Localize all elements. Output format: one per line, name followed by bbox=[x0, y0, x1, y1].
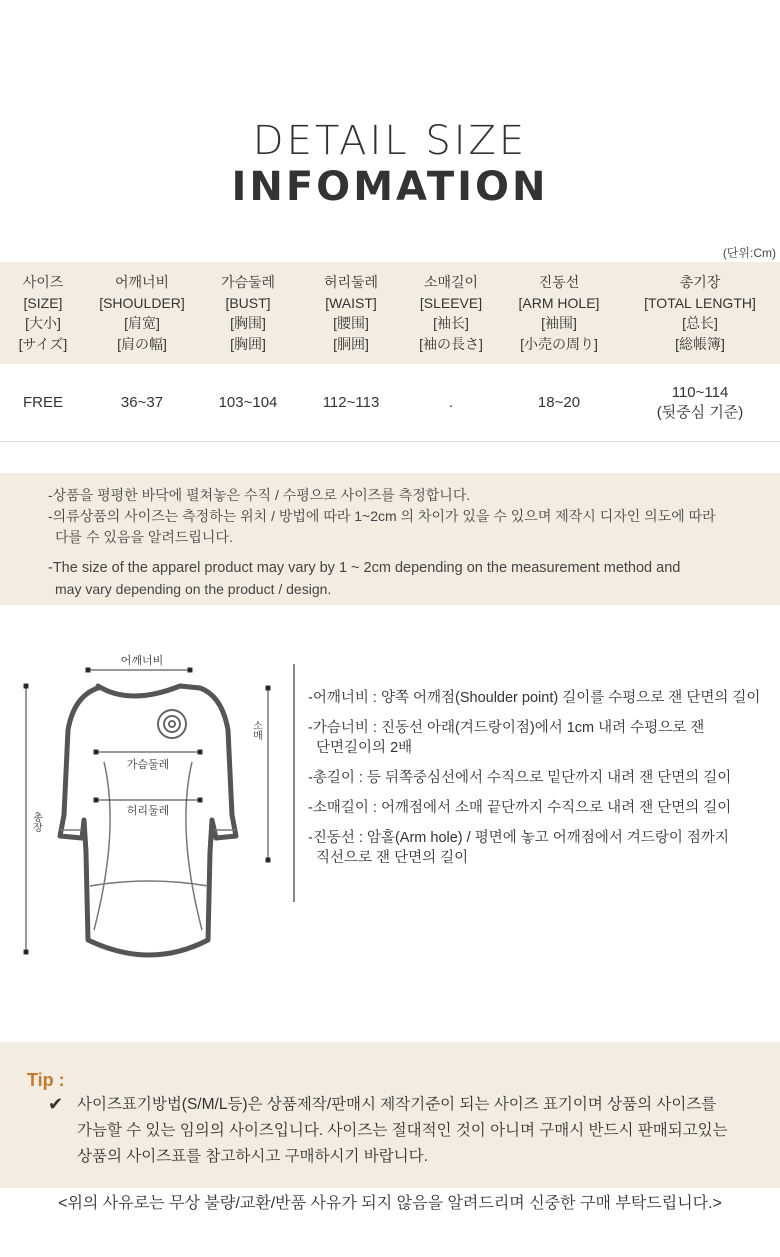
cell-sleeve: . bbox=[448, 393, 454, 411]
size-table-header bbox=[0, 262, 780, 364]
header-length-en: [TOTAL LENGTH] bbox=[644, 294, 756, 311]
desc-length: -총길이 : 등 뒤쪽중심선에서 수직으로 밑단까지 내려 잰 단면의 길이 bbox=[308, 770, 732, 786]
header-size-en: [SIZE] bbox=[23, 294, 63, 311]
tip-line-3: 상품의 사이즈표를 참고하시고 구매하시기 바랍니다. bbox=[77, 1148, 428, 1165]
header-armhole-ko: 진동선 bbox=[538, 274, 580, 290]
header-bust-en: [BUST] bbox=[225, 294, 271, 311]
header-sleeve bbox=[404, 262, 498, 364]
dress-illustration bbox=[10, 640, 300, 970]
shoulder-measure-line bbox=[86, 668, 192, 672]
desc-bust-line-2: 단면길이의 2배 bbox=[316, 740, 413, 756]
measurement-descriptions bbox=[308, 688, 780, 878]
desc-shoulder: -어깨너비 : 양쪽 어깨점(Shoulder point) 길이를 수평으로 잰 단면의 길이 bbox=[308, 690, 761, 706]
cell-length-note: (뒷중심 기준) bbox=[656, 403, 744, 421]
desc-bust bbox=[308, 718, 780, 758]
cell-waist: 112~113 bbox=[322, 393, 380, 411]
header-size-ja: [サイズ] bbox=[18, 335, 68, 352]
header-shoulder-en: [SHOULDER] bbox=[99, 294, 185, 311]
title-line-1: DETAIL SIZE bbox=[252, 118, 528, 164]
header-length-ja: [総帳簿] bbox=[675, 335, 725, 352]
length-measure-line bbox=[24, 684, 28, 954]
sleeve-measure-line bbox=[266, 686, 270, 862]
shoulder-label: 어깨너비 bbox=[120, 654, 164, 667]
header-armhole bbox=[498, 262, 620, 364]
cell-bust: 103~104 bbox=[218, 393, 278, 411]
bust-measure-line bbox=[94, 750, 202, 754]
desc-sleeve: -소매길이 : 어깨점에서 소매 끝단까지 수직으로 내려 잰 단면의 길이 bbox=[308, 800, 732, 816]
header-shoulder-ja: [肩の幅] bbox=[117, 335, 167, 352]
header-size bbox=[0, 262, 86, 364]
notice-line-en: -The size of the apparel product may vary by 1 ~ 2cm depending on the measurement method and bbox=[48, 560, 681, 576]
header-sleeve-en: [SLEEVE] bbox=[419, 294, 483, 311]
cell-total-length bbox=[620, 364, 780, 441]
tip-line-2: 가늠할 수 있는 임의의 사이즈입니다. 사이즈는 절대적인 것이 아니며 구매시 반드시 판매되고있는 bbox=[77, 1122, 728, 1139]
desc-armhole bbox=[308, 828, 780, 868]
desc-armhole-line-1: -진동선 : 암홀(Arm hole) / 평면에 놓고 어깨점에서 겨드랑이 점까지 bbox=[308, 830, 729, 846]
desc-armhole-line-2: 직선으로 잰 단면의 길이 bbox=[316, 850, 469, 866]
cell-shoulder: 36~37 bbox=[120, 393, 164, 411]
header-waist-en: [WAIST] bbox=[325, 294, 377, 311]
length-label: 총장 bbox=[30, 812, 42, 832]
cell-length-value: 110~114 bbox=[671, 383, 729, 401]
tip-box bbox=[0, 1042, 780, 1188]
waist-label: 허리둘레 bbox=[126, 804, 170, 817]
unit-label: (단위:Cm) bbox=[722, 246, 776, 260]
size-table bbox=[0, 262, 780, 442]
dress-measurement-diagram bbox=[10, 640, 300, 970]
header-waist-ko: 허리둘레 bbox=[323, 274, 379, 290]
header-size-zh: [大小] bbox=[25, 315, 61, 331]
header-length-zh: [总长] bbox=[682, 315, 718, 331]
notice-line: 다를 수 있음을 알려드립니다. bbox=[55, 529, 233, 545]
header-shoulder-ko: 어깨너비 bbox=[114, 274, 170, 290]
header-size-ko: 사이즈 bbox=[22, 274, 64, 290]
header-length-ko: 총기장 bbox=[679, 274, 721, 290]
sleeve-label: 소매 bbox=[250, 720, 262, 740]
tip-text bbox=[77, 1092, 757, 1170]
header-bust-ja: [胸囲] bbox=[230, 335, 266, 352]
check-icon: ✔ bbox=[48, 1094, 64, 1114]
header-sleeve-ja: [袖の長さ] bbox=[419, 335, 483, 352]
header-waist-zh: [腰围] bbox=[333, 315, 369, 331]
measurement-notice bbox=[0, 473, 780, 605]
header-sleeve-zh: [袖长] bbox=[433, 315, 469, 331]
notice-line-en: may vary depending on the product / design. bbox=[55, 581, 332, 597]
header-bust-zh: [胸围] bbox=[230, 315, 266, 331]
bust-label: 가슴둘레 bbox=[126, 758, 170, 771]
dress-outline bbox=[60, 686, 236, 955]
header-armhole-zh: [袖围] bbox=[541, 315, 577, 331]
header-bust-ko: 가슴둘레 bbox=[220, 274, 276, 290]
header-shoulder bbox=[86, 262, 198, 364]
table-row bbox=[0, 364, 780, 442]
rose-brooch-icon bbox=[158, 710, 186, 738]
header-armhole-en: [ARM HOLE] bbox=[518, 294, 600, 311]
notice-line: -의류상품의 사이즈는 측정하는 위치 / 방법에 따라 1~2cm 의 차이가 있을 수 있으며 제작시 디자인 의도에 따라 bbox=[48, 508, 716, 524]
header-shoulder-zh: [肩宽] bbox=[124, 315, 160, 331]
header-total-length bbox=[620, 262, 780, 364]
footer-notice: <위의 사유로는 무상 불량/교환/반품 사유가 되지 않음을 알려드리며 신중한 구매 부탁드립니다.> bbox=[58, 1195, 722, 1212]
tip-label: Tip : bbox=[27, 1070, 65, 1090]
header-sleeve-ko: 소매길이 bbox=[423, 274, 479, 290]
header-bust bbox=[198, 262, 298, 364]
header-waist-ja: [胴囲] bbox=[333, 335, 369, 352]
diagram-divider bbox=[293, 664, 295, 902]
desc-bust-line-1: -가슴너비 : 진동선 아래(겨드랑이점)에서 1cm 내려 수평으로 잰 bbox=[308, 720, 705, 736]
header-waist bbox=[298, 262, 404, 364]
header-armhole-ja: [小売の周り] bbox=[520, 335, 598, 352]
title-line-2: INFOMATION bbox=[231, 164, 549, 210]
notice-line: -상품을 평평한 바닥에 펼쳐놓은 수직 / 수평으로 사이즈를 측정합니다. bbox=[48, 487, 471, 503]
tip-line-1: 사이즈표기방법(S/M/L등)은 상품제작/판매시 제작기준이 되는 사이즈 표기이며 상품의 사이즈를 bbox=[77, 1096, 717, 1113]
cell-size: FREE bbox=[22, 393, 63, 411]
cell-armhole: 18~20 bbox=[537, 393, 581, 411]
